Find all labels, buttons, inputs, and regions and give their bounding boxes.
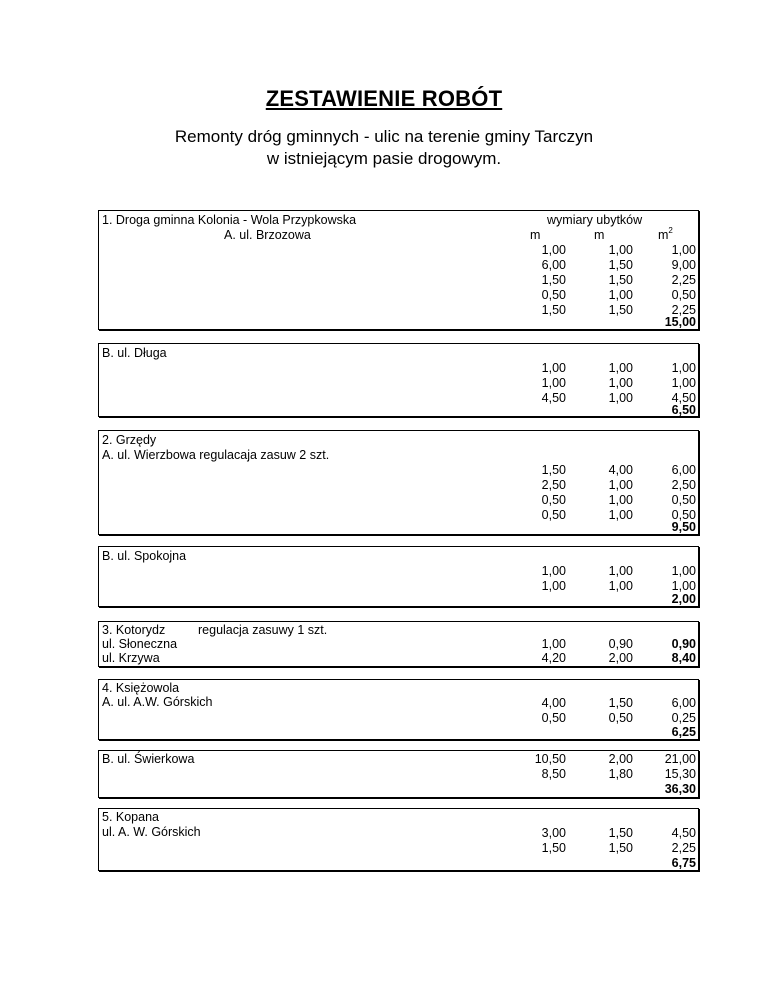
street-label: ul. Słoneczna (102, 637, 178, 651)
street-label: ul. Krzywa (102, 651, 160, 665)
section-4-ksiezowola (98, 679, 699, 740)
section-5-kopana (98, 808, 699, 871)
row-width: 4,00 (608, 463, 633, 477)
row-width: 1,50 (608, 258, 633, 272)
row-length: 10,50 (534, 752, 566, 766)
row-width: 0,90 (608, 637, 633, 651)
section-label: 2. Grzędy (102, 433, 157, 447)
section-label: B. ul. Spokojna (102, 549, 187, 563)
section-label: B. ul. Długa (102, 346, 167, 360)
row-area: 1,00 (671, 564, 696, 578)
row-width: 1,50 (608, 841, 633, 855)
row-length: 0,50 (541, 493, 566, 507)
row-length: 1,00 (541, 243, 566, 257)
row-width: 1,50 (608, 696, 633, 710)
row-area: 1,00 (671, 579, 696, 593)
row-width: 1,00 (608, 478, 633, 492)
dimensions-header: wymiary ubytków (547, 213, 643, 227)
row-area: 1,00 (671, 243, 696, 257)
row-area: 9,00 (671, 258, 696, 272)
row-length: 2,50 (541, 478, 566, 492)
section-total: 2,00 (671, 592, 696, 606)
row-area: 0,90 (671, 637, 696, 651)
row-width: 2,00 (608, 651, 633, 665)
section-label: 3. Kotorydz (102, 623, 166, 637)
section-total: 36,30 (664, 782, 696, 796)
row-area: 6,00 (671, 463, 696, 477)
section-label: 4. Księżowola (102, 681, 180, 695)
row-length: 4,50 (541, 391, 566, 405)
row-length: 1,50 (541, 303, 566, 317)
subtitle-line-2: w istniejącym pasie drogowym. (266, 149, 502, 168)
row-width: 1,00 (608, 564, 633, 578)
row-area: 15,30 (664, 767, 696, 781)
row-area: 6,00 (671, 696, 696, 710)
section-note: regulacja zasuwy 1 szt. (198, 623, 328, 637)
section-total: 15,00 (664, 315, 696, 329)
row-length: 1,00 (541, 376, 566, 390)
row-width: 1,50 (608, 303, 633, 317)
row-width: 1,00 (608, 391, 633, 405)
section-label: B. ul. Świerkowa (102, 752, 195, 766)
section-total: 6,50 (671, 403, 696, 417)
row-length: 1,00 (541, 361, 566, 375)
row-area: 4,50 (671, 391, 696, 405)
section-2b-spokojna (98, 546, 699, 607)
row-length: 0,50 (541, 288, 566, 302)
row-length: 0,50 (541, 711, 566, 725)
row-length: 0,50 (541, 508, 566, 522)
row-width: 1,00 (608, 508, 633, 522)
row-area: 4,50 (671, 826, 696, 840)
row-width: 1,80 (608, 767, 633, 781)
row-width: 1,50 (608, 826, 633, 840)
row-area: 2,50 (671, 478, 696, 492)
street-label: ul. A. W. Górskich (102, 825, 201, 839)
row-width: 1,00 (608, 493, 633, 507)
section-label: 5. Kopana (102, 810, 159, 824)
row-width: 1,00 (608, 376, 633, 390)
unit-m2: $m^2$ (658, 225, 673, 242)
document-title: ZESTAWIENIE ROBÓT (265, 86, 503, 111)
unit-m-1: m (530, 228, 541, 242)
section-total: 6,25 (671, 725, 696, 739)
row-length: 1,50 (541, 463, 566, 477)
row-width: 1,00 (608, 579, 633, 593)
section-label: 1. Droga gminna Kolonia - Wola Przypkowska (102, 213, 357, 227)
row-area: 1,00 (671, 376, 696, 390)
row-width: 1,00 (608, 288, 633, 302)
row-width: 1,00 (608, 243, 633, 257)
section-4b-swierkowa (98, 750, 699, 798)
row-length: 4,20 (541, 651, 566, 665)
section-total: 6,75 (671, 856, 696, 870)
row-area: 0,50 (671, 493, 696, 507)
row-area: 0,50 (671, 508, 696, 522)
street-label: A. ul. Wierzbowa regulacaja zasuw 2 szt. (102, 448, 330, 462)
unit-m-2: m (594, 228, 605, 242)
section-1-brzozowa (98, 210, 699, 330)
row-width: 1,00 (608, 361, 633, 375)
row-length: 6,00 (541, 258, 566, 272)
street-label: A. ul. Brzozowa (224, 228, 311, 242)
row-area: 1,00 (671, 361, 696, 375)
row-area: 0,50 (671, 288, 696, 302)
section-3-kotorydz (98, 621, 699, 667)
row-length: 4,00 (541, 696, 566, 710)
row-width: 0,50 (608, 711, 633, 725)
row-length: 1,00 (541, 564, 566, 578)
row-length: 1,50 (541, 841, 566, 855)
row-length: 1,00 (541, 579, 566, 593)
row-length: 1,50 (541, 273, 566, 287)
row-width: 2,00 (608, 752, 633, 766)
row-area: 2,25 (671, 273, 696, 287)
row-length: 8,50 (541, 767, 566, 781)
row-area: 21,00 (664, 752, 696, 766)
street-label: A. ul. A.W. Górskich (102, 695, 213, 709)
row-area: 2,25 (671, 303, 696, 317)
row-length: 1,00 (541, 637, 566, 651)
subtitle-line-1: Remonty dróg gminnych - ulic na terenie gminy Tarczyn (174, 127, 594, 146)
section-1b-dluga (98, 343, 699, 417)
row-area: 2,25 (671, 841, 696, 855)
section-2-wierzbowa (98, 430, 699, 535)
row-length: 3,00 (541, 826, 566, 840)
row-area: 8,40 (671, 651, 696, 665)
row-area: 0,25 (671, 711, 696, 725)
section-total: 9,50 (671, 520, 696, 534)
row-width: 1,50 (608, 273, 633, 287)
